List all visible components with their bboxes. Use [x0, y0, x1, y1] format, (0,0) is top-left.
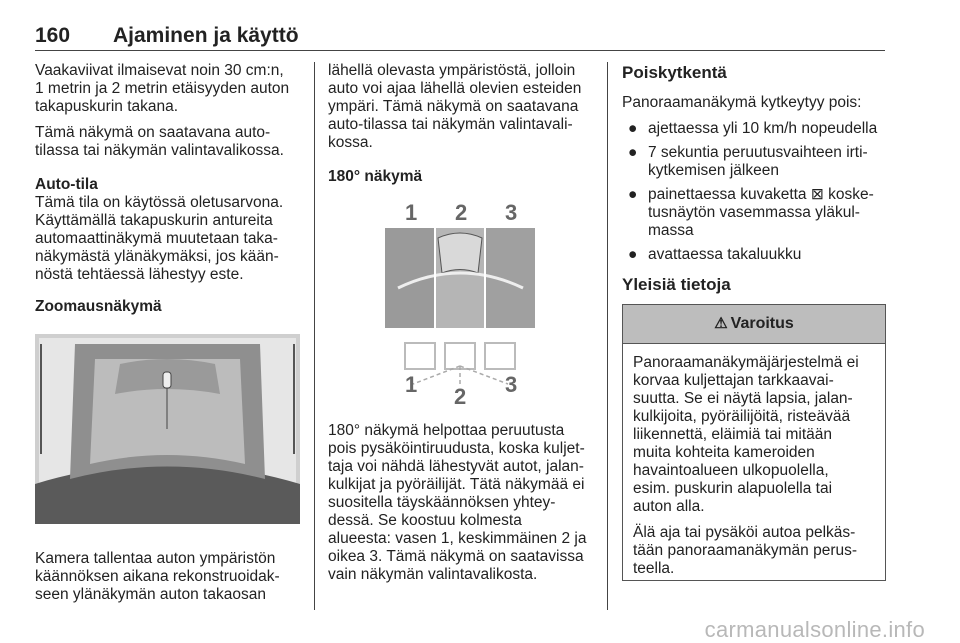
paragraph-lines-distance: Vaakaviivat ilmaisevat noin 30 cm:n, 1 metrin ja 2 metrin etäisyyden auton takapuskurin takana.	[35, 62, 290, 115]
view-180-description: 180° näkymä helpottaa peruutusta pois pysäköintiruudusta, koska kuljet- taja voi nähdä lähestyvät autot, jalan- kulkijat ja pyöräilijät. Tätä näkymää ei suositella täyskäännöksen yhtey- dessä. Se koostuu kolmesta alueesta: vasen 1, keskimmäinen 2 ja oikea 3. Tämä näkymä on saatavissa vain näkymän valintavalikosta.	[328, 422, 587, 583]
page-header	[35, 24, 885, 52]
view-180-diagram	[328, 198, 593, 408]
switch-off-title: Poiskytkentä	[622, 63, 727, 82]
bullet-icon: ●	[628, 186, 638, 203]
diagram-label-bottom-3: 3	[505, 372, 518, 397]
paragraph-surroundings: lähellä olevasta ympäristöstä, jolloin auto voi ajaa lähellä olevien esteiden ympäri. Tämä näkymä on saatavana auto-tilassa tai näkymän valintavali- kossa.	[328, 62, 582, 151]
warning-title: Varoitus	[730, 315, 794, 332]
view-180-title: 180° näkymä	[328, 168, 423, 185]
diagram-label-bottom-1: 1	[405, 372, 418, 397]
bullet-text: painettaessa kuvaketta ⊠ koske- tusnäytön vasemmassa yläkul- massa	[648, 186, 874, 239]
bullet-text: avattaessa takaluukku	[648, 246, 802, 263]
auto-mode-title: Auto-tila	[35, 176, 98, 193]
list-item	[622, 144, 887, 180]
watermark-text: carmanualsonline.info	[704, 617, 925, 642]
column-2	[328, 62, 593, 592]
column-1	[35, 62, 300, 612]
diagram-label-bottom-2: 2	[454, 384, 467, 408]
zoom-view-title: Zoomausnäkymä	[35, 298, 162, 315]
bullet-icon: ●	[628, 246, 638, 263]
list-item	[622, 186, 887, 240]
warning-header	[623, 305, 885, 344]
list-item	[622, 246, 887, 264]
watermark	[0, 617, 960, 642]
warning-box	[622, 304, 886, 581]
zoom-view-image	[35, 334, 300, 524]
three-zone-diagram	[328, 198, 593, 408]
warning-body	[623, 344, 885, 578]
bullet-text: 7 sekuntia peruutusvaihteen irti- kytkemisen jälkeen	[648, 144, 868, 179]
chapter-title: Ajaminen ja käyttö	[113, 24, 299, 47]
column-divider-2	[607, 62, 608, 610]
switch-off-intro: Panoraamanäkymä kytkeytyy pois:	[622, 94, 862, 111]
diagram-label-top-2: 2	[455, 200, 468, 225]
bullet-icon: ●	[628, 144, 638, 161]
list-item	[622, 120, 887, 138]
paragraph-availability: Tämä näkymä on saatavana auto- tilassa tai näkymän valintavalikossa.	[35, 124, 284, 159]
warning-paragraph-1: Panoraamanäkymäjärjestelmä ei korvaa kuljettajan tarkkaavai- suutta. Se ei näytä lapsia, jalan- kulkijoita, pyöräilijöitä, risteävää liikennettä, eläimiä tai mitään muita kohteita kameroiden havaintoalueen ulkopuolella, esim. puskurin alapuolella tai auton alla.	[633, 354, 859, 515]
general-info-title: Yleisiä tietoja	[622, 275, 731, 294]
auto-mode-text: Tämä tila on käytössä oletusarvona. Käyttämällä takapuskurin antureita automaattinäkymä muutetaan taka- näkymästä ylänäkymäksi, jos kään- nöstä tehtäessä lähestyy este.	[35, 194, 284, 283]
header-rule	[35, 50, 885, 51]
column-divider-1	[314, 62, 315, 610]
zoom-caption: Kamera tallentaa auton ympäristön käännöksen aikana rekonstruoidak- seen ylänäkymän auton takaosan	[35, 550, 280, 603]
bullet-icon: ●	[628, 120, 638, 137]
diagram-label-top-3: 3	[505, 200, 518, 225]
column-3	[622, 62, 887, 581]
warning-triangle-icon: ⚠	[714, 315, 728, 332]
warning-paragraph-2: Älä aja tai pysäköi autoa pelkäs- tään panoraamanäkymän perus- teella.	[633, 524, 858, 577]
page-number: 160	[35, 24, 71, 47]
rear-car-topview-illustration	[35, 334, 300, 524]
diagram-label-top-1: 1	[405, 200, 418, 225]
bullet-text: ajettaessa yli 10 km/h nopeudella	[648, 120, 878, 137]
